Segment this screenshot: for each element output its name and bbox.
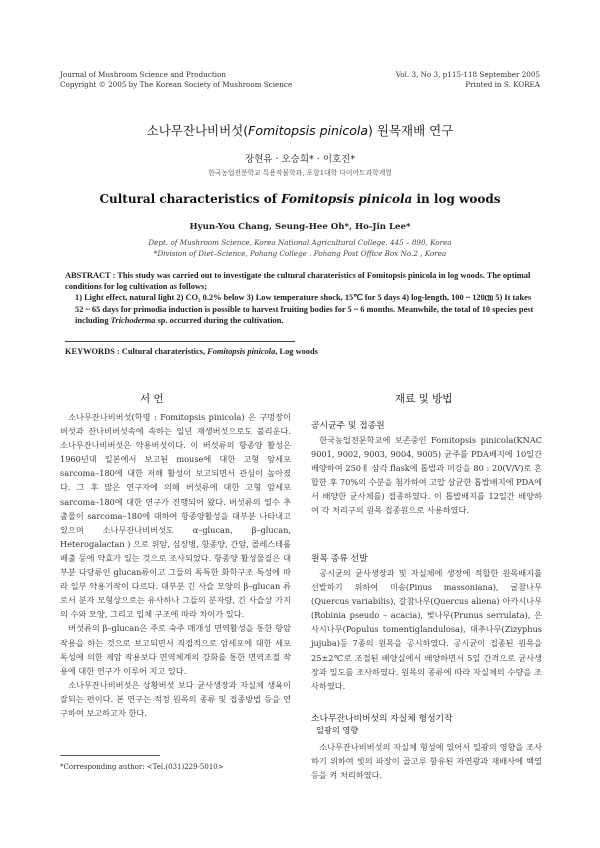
keywords [65, 347, 318, 356]
korean-title [0, 121, 600, 139]
journal-name: Journal of Mushroom Science and Production [60, 70, 227, 79]
abstract-results-text: 1) Light effect, natural light 2) CO₂ 0.2% below 3) Low temperature shock, 15℃ for 5 days 4) log-length, 100 ~ 120㎝ 5) It takes 52 ~ 65 days for primodia induction is possible to harvest fruiting bodies for 5 ~ 6 months. Meanwhile, the total of 10 species pest including [75, 293, 534, 325]
printed-in: Printed in S. KOREA [465, 80, 540, 89]
log-selection-body [311, 566, 542, 693]
log-selection-subheading: 원목 종류 선발 [311, 554, 368, 564]
journal-header [60, 70, 292, 90]
strains-body [311, 433, 542, 518]
english-title-species: Fomitopsis pinicola [281, 192, 413, 206]
corresponding-author: *Corresponding author: <Tel.(031)229-5010> [60, 763, 224, 771]
abstract [65, 270, 535, 326]
light-effect-paragraph: 소나무잔나비버섯의 자실체 형성에 있어서 일광의 영향을 조사하기 위하여 빛의 파장이 골고루 함유된 자연광과 재배사에 백열등을 켜 처리하였다. [311, 742, 542, 781]
volume-header [396, 70, 540, 90]
keywords-pre: KEYWORDS : Cultural charateristics, [65, 347, 208, 356]
intro-paragraph-1: 소나무잔나비버섯(학명 : Fomitopsis pinicola) 은 구멍장이버섯과 잔나비버섯속에 속하는 일년 재생버섯으로도 불리운다. 소나무잔나비버섯은 약용버섯이다. 이 버섯류의 항종양 활성은 1960년대 일본에서 보고된 mouse에 대한 고형 암세포 sarcoma–180에 대한 저해 활성이 보고되면서 관심이 높아졌다. 그 후 많은 연구자에 의해 버섯류에 대한 고형 암세포 sarcoma–180에 대한 연구가 진행되어 왔다. 버섯류의 열수 추출물이 sarcoma–180에 대하여 항종양활성을 대부분 나타내고 있으며 소나무잔나비버섯도 α–glucan, β–glucan, Heterogalactan ) 으로 위암, 심장병, 항종양, 간암, 콜레스테롤 배출 등에 약효가 있는 것으로 조사되었다. 항종양 활성물질은 대부분 다당류인 glucan류이고 그들의 독특한 화학구조 특성에 따라 일부 약용기작이 다르다. 대부분 긴 사슬 모양의 β–glucan 류로서 분자 모형상으로는 유사하나 그들의 분자량, 긴 사슬상 가지의 수와 모양, 그리고 입체 구조에 따라 차이가 있다. [60, 412, 291, 620]
methods-heading: 재료 및 방법 [395, 393, 453, 405]
affiliation-line-1: Dept. of Mushroom Science, Korea National Agricultural College. 445 – 890, Korea [148, 238, 452, 247]
english-authors: Hyun-You Chang, Seung-Hee Oh*, Ho-Jin Lee* [189, 222, 411, 232]
fruiting-subheading: 소나무잔나비버섯의 자실체 형성기작 [311, 714, 453, 724]
english-title [0, 192, 600, 206]
abstract-results-end: sp. occurred during the cultivation. [155, 315, 284, 325]
intro-paragraph-3: 소나무잔나비버섯은 상황버섯 보다 균사생장과 자실체 생육이 잘되는 편이다. 본 연구는 적정 원목의 종류 및 접종방법 등을 연구하여 보고하고자 한다. [60, 679, 291, 718]
intro-paragraph-2: 버섯류의 β–glucan은 주로 숙주 매개성 면역활성을 통한 항암작용을 하는 것으로 보고되면서 직접적으로 암세포에 대한 세포 독성에 의한 제암 작용보다 면역체계의 강화를 통한 면역조절 작용에 대한 연구가 이루어 지고 있다. [60, 623, 291, 676]
volume-info: Vol. 3, No 3, p115-118 September 2005 [395, 70, 540, 79]
abstract-results [65, 292, 535, 326]
korean-title-pre: 소나무잔나비버섯( [146, 123, 249, 138]
english-title-pre: Cultural characteristics of [99, 192, 282, 206]
footnote-divider [60, 755, 160, 756]
light-effect-body [311, 740, 542, 782]
introduction-body [60, 410, 291, 720]
english-title-post: in log woods [412, 192, 501, 206]
strains-paragraph: 한국농업전문학교에 보존중인 Fomitopsis pinicola(KNAC 9001, 9002, 9003, 9004, 9005) 균주를 PDA배지에 10일간 배양하여 250ㅖ 삼각 flask에 톱밥과 미강을 80 : 20(V/V)로 혼합한 후 70%의 수분을 첨가하여 고압 살균한 톱밥배지에 PDA에서 배양한 균사체를) 접종하였다. 이 톱밥배지를 12일간 배양하여 각 처리구의 원목 접종원으로 사용하였다. [311, 435, 543, 516]
introduction-heading: 서 언 [140, 393, 164, 405]
abstract-results-species: Trichoderma [110, 315, 156, 325]
english-affiliation [0, 238, 600, 259]
keywords-post: , Log woods [275, 347, 318, 356]
abstract-intro: ABSTRACT : This study was carried out to investigate the cultural charateristics of Fomitopsis pinicola in log woods. The optimal conditions for log cultivation as follows; [65, 271, 531, 292]
light-effect-subheading: 일광의 영향 [316, 725, 359, 735]
strains-subheading: 공시균주 및 접종원 [311, 421, 385, 431]
keywords-divider [65, 341, 295, 342]
affiliation-line-2: *Division of Diet–Science, Pohang College . Pohang Post Office Box No.2 , Korea [153, 248, 447, 258]
korean-authors: 장현유 · 오승희* · 이호진* [244, 154, 356, 165]
log-selection-paragraph: 공시균의 균사생장과 및 자실체에 생장에 적합한 원목배지를 선발하기 위하여 미송(Pinus massoniana), 굴참나무(Quercus variabilis), 갈참나무(Quercus aliena) 아카시나무(Robinia pseudo – acacia), 벚나무(Prunus serrulata), 은사시나무(Populus tomentiglandulosa), 대추나무(Zizyphus jujuba)등 7종의 원목을 공시하였다. 공시균이 접종된 원목을 25±2℃로 조절된 배양실에서 배양하면서 5일 간격으로 균사생장과 밀도를 조사하였다. 원목의 종류에 따라 자실체의 수량을 조사하였다. [311, 568, 542, 691]
copyright-line: Copyright © 2005 by The Korean Society of Mushroom Science [60, 80, 293, 89]
korean-title-post: ) 원목재배 연구 [368, 123, 454, 138]
korean-title-species: Fomitopsis pinicola [248, 123, 369, 138]
korean-affiliation: 한국농업전문학교 특용작물학과, 포항1대학 다이어트과학계열 [208, 169, 392, 177]
keywords-species: Fomitopsis pinicola [207, 347, 276, 356]
